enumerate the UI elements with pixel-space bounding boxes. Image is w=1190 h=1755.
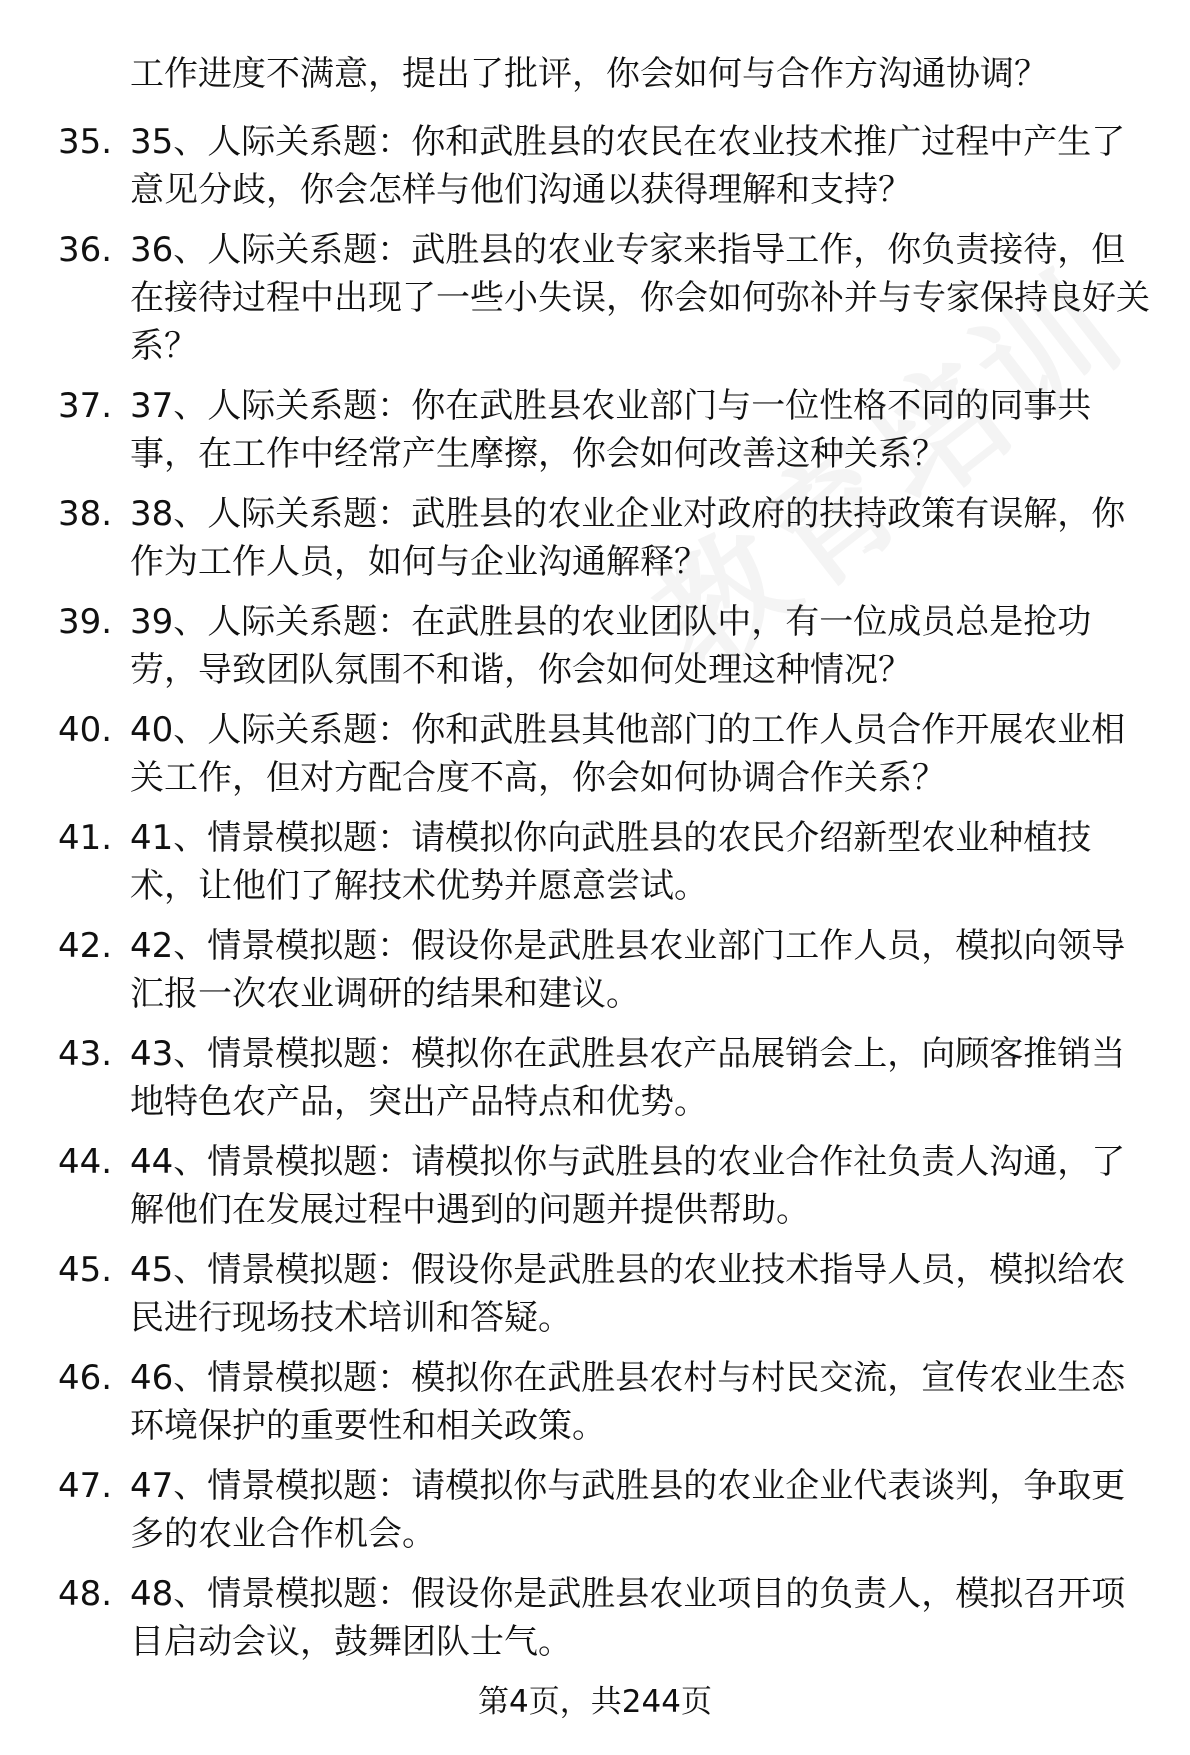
question-text: 38、人际关系题：武胜县的农业企业对政府的扶持政策有误解，你作为工作人员，如何与企业沟通解释？ [130,494,1126,582]
question-text: 42、情景模拟题：假设你是武胜县农业部门工作人员，模拟向领导汇报一次农业调研的结果和建议。 [130,926,1126,1014]
question-item [0,598,1150,694]
question-item [0,1354,1150,1450]
question-number: 39. [58,602,113,642]
question-number: 41. [58,818,113,858]
page-footer: 第4页，共244页 [478,1684,712,1720]
question-item [0,1138,1150,1234]
question-text: 48、情景模拟题：假设你是武胜县农业项目的负责人，模拟召开项目启动会议，鼓舞团队士气。 [130,1574,1126,1662]
continuation-text: 工作进度不满意，提出了批评，你会如何与合作方沟通协调？ [130,54,1048,94]
question-number: 36. [58,230,113,270]
question-item [0,490,1150,586]
question-number: 48. [58,1574,113,1614]
question-item [0,382,1150,478]
question-number: 46. [58,1358,113,1398]
question-text: 46、情景模拟题：模拟你在武胜县农村与村民交流，宣传农业生态环境保护的重要性和相关政策。 [130,1358,1126,1446]
question-item [0,1246,1150,1342]
question-number: 47. [58,1466,113,1506]
question-number: 45. [58,1250,113,1290]
question-number: 44. [58,1142,113,1182]
question-item [0,226,1150,370]
question-text: 47、情景模拟题：请模拟你与武胜县的农业企业代表谈判，争取更多的农业合作机会。 [130,1466,1126,1554]
question-number: 37. [58,386,113,426]
question-text: 39、人际关系题：在武胜县的农业团队中，有一位成员总是抢功劳，导致团队氛围不和谐，你会如何处理这种情况？ [130,602,1092,690]
question-item [0,814,1150,910]
question-text: 37、人际关系题：你在武胜县农业部门与一位性格不同的同事共事，在工作中经常产生摩擦，你会如何改善这种关系？ [130,386,1092,474]
question-text: 44、情景模拟题：请模拟你与武胜县的农业合作社负责人沟通，了解他们在发展过程中遇到的问题并提供帮助。 [130,1142,1126,1230]
question-text: 45、情景模拟题：假设你是武胜县的农业技术指导人员，模拟给农民进行现场技术培训和答疑。 [130,1250,1126,1338]
question-text: 41、情景模拟题：请模拟你向武胜县的农民介绍新型农业种植技术，让他们了解技术优势并愿意尝试。 [130,818,1092,906]
question-number: 38. [58,494,113,534]
question-list [0,118,1190,1678]
question-item [0,1030,1150,1126]
question-number: 40. [58,710,113,750]
question-text: 40、人际关系题：你和武胜县其他部门的工作人员合作开展农业相关工作，但对方配合度不高，你会如何协调合作关系？ [130,710,1126,798]
question-item [0,706,1150,802]
question-item [0,118,1150,214]
question-number: 35. [58,122,113,162]
question-item [0,1570,1150,1666]
question-number: 43. [58,1034,113,1074]
question-number: 42. [58,926,113,966]
question-text: 36、人际关系题：武胜县的农业专家来指导工作，你负责接待，但在接待过程中出现了一些小失误，你会如何弥补并与专家保持良好关系？ [130,230,1150,366]
question-item [0,922,1150,1018]
question-text: 43、情景模拟题：模拟你在武胜县农产品展销会上，向顾客推销当地特色农产品，突出产品特点和优势。 [130,1034,1126,1122]
question-text: 35、人际关系题：你和武胜县的农民在农业技术推广过程中产生了意见分歧，你会怎样与他们沟通以获得理解和支持？ [130,122,1126,210]
question-item [0,1462,1150,1558]
